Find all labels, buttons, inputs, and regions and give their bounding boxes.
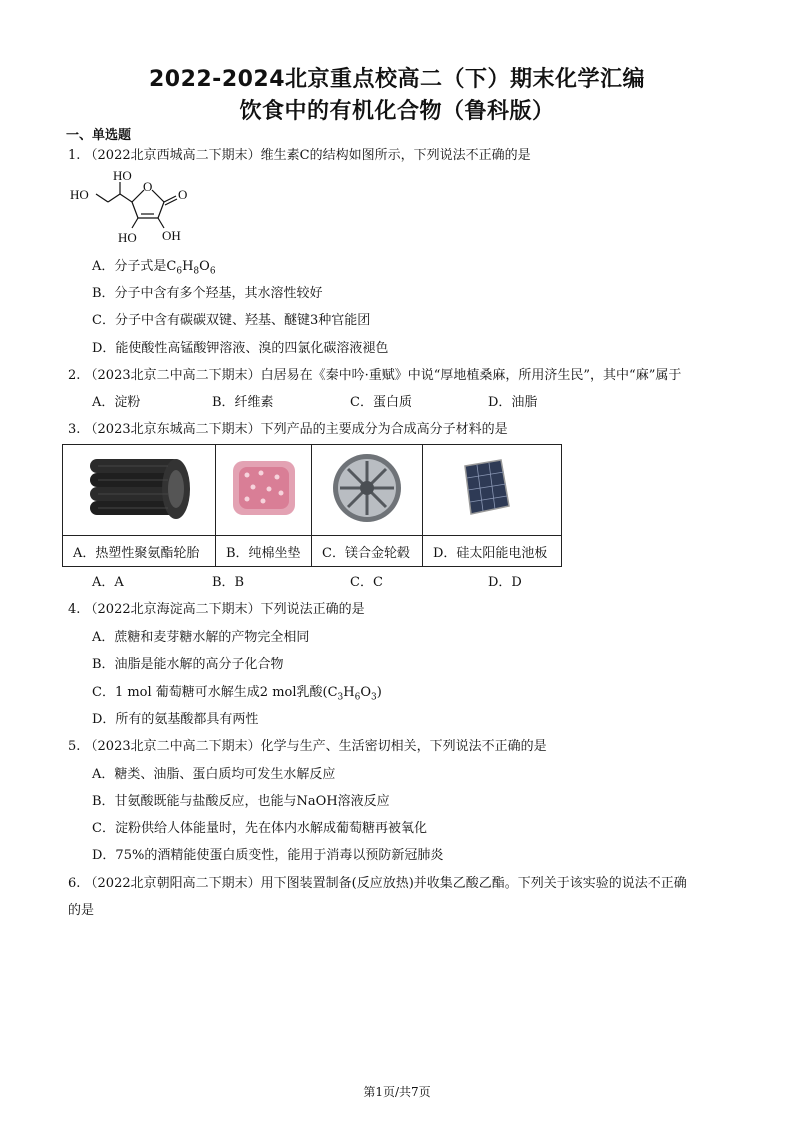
question-5-stem: 5. （2023北京二中高二下期末）化学与生产、生活密切相关，下列说法不正确的是	[68, 739, 547, 754]
section-title: 一、单选题	[66, 128, 132, 143]
struct-label-ho-bottom: HO	[118, 230, 137, 245]
product-caption-b: B．纯棉坐垫	[216, 536, 312, 567]
wheel-rim-icon	[330, 451, 404, 525]
question-1-option-a[interactable]	[92, 255, 216, 277]
question-3-stem: 3. （2023北京东城高二下期末）下列产品的主要成分为合成高分子材料的是	[68, 422, 508, 437]
product-caption-c: C．镁合金轮毂	[312, 536, 423, 567]
formula-sub: 6	[354, 692, 361, 703]
tire-stack-icon	[84, 453, 194, 523]
formula-h: H	[182, 259, 194, 274]
question-3-option-b[interactable]: B．B	[212, 575, 245, 590]
question-5-option-a[interactable]: A．糖类、油脂、蛋白质均可发生水解反应	[92, 767, 336, 782]
question-6-stem-line2: 的是	[68, 903, 95, 918]
product-image-b	[216, 445, 312, 536]
struct-label-carbonyl-o: O	[178, 187, 188, 202]
product-image-c	[312, 445, 423, 536]
question-2-option-d[interactable]: D．油脂	[488, 395, 538, 410]
question-2-options	[92, 391, 652, 409]
formula-h: H	[343, 685, 355, 700]
struct-label-ring-o: O	[143, 179, 153, 194]
cushion-icon	[227, 453, 301, 523]
question-6-stem-line1: 6. （2022北京朝阳高二下期末）用下图装置制备(反应放热)并收集乙酸乙酯。下列关于该实验的说法不正确	[68, 876, 687, 891]
question-4-option-d[interactable]: D．所有的氨基酸都具有两性	[92, 712, 259, 727]
option-label: A．分子式是	[92, 259, 167, 274]
question-2-option-a[interactable]: A．淀粉	[92, 395, 141, 410]
question-5-option-c[interactable]: C．淀粉供给人体能量时，先在体内水解成葡萄糖再被氧化	[92, 821, 427, 836]
product-image-a	[63, 445, 216, 536]
struct-label-ho-left: HO	[70, 187, 89, 202]
formula-sub: 8	[193, 266, 200, 277]
question-4-option-b[interactable]: B．油脂是能水解的高分子化合物	[92, 657, 284, 672]
question-1-stem: 1. （2022北京西城高二下期末）维生素C的结构如图所示，下列说法不正确的是	[68, 148, 531, 163]
product-caption-a: A．热塑性聚氨酯轮胎	[63, 536, 216, 567]
document-title-line1: 2022-2024北京重点校高二（下）期末化学汇编	[148, 67, 646, 92]
solar-panel-icon	[457, 456, 527, 520]
option-text: C．1 mol 葡萄糖可水解生成2 mol乳酸(	[92, 685, 328, 700]
struct-label-ho-top: HO	[113, 168, 132, 183]
product-table	[62, 444, 562, 567]
option-text: )	[376, 685, 382, 700]
question-3-option-c[interactable]: C．C	[350, 575, 383, 590]
question-3-options	[92, 571, 652, 589]
question-1-option-c[interactable]: C．分子中含有碳碳双键、羟基、醚键3种官能团	[92, 313, 371, 328]
question-4-stem: 4. （2022北京海淀高二下期末）下列说法正确的是	[68, 602, 365, 617]
product-caption-d: D．硅太阳能电池板	[423, 536, 562, 567]
question-3-option-a[interactable]: A．A	[92, 575, 124, 590]
question-3-option-d[interactable]: D．D	[488, 575, 522, 590]
page-footer: 第1页/共7页	[363, 1085, 431, 1099]
question-5-option-d[interactable]: D．75%的酒精能使蛋白质变性，能用于消毒以预防新冠肺炎	[92, 848, 444, 863]
question-1-option-d[interactable]: D．能使酸性高锰酸钾溶液、溴的四氯化碳溶液褪色	[92, 341, 389, 356]
question-2-stem: 2. （2023北京二中高二下期末）白居易在《秦中吟·重赋》中说“厚地植桑麻，所用济生民”，其中“麻”属于	[68, 368, 682, 383]
question-2-option-c[interactable]: C．蛋白质	[350, 395, 412, 410]
formula-o: O	[199, 259, 210, 274]
question-5-option-b[interactable]: B．甘氨酸既能与盐酸反应，也能与NaOH溶液反应	[92, 794, 390, 809]
formula-sub: 6	[209, 266, 216, 277]
formula-sub: 6	[176, 266, 183, 277]
formula-o: O	[360, 685, 372, 700]
question-4-option-a[interactable]: A．蔗糖和麦芽糖水解的产物完全相同	[92, 630, 310, 645]
question-2-option-b[interactable]: B．纤维素	[212, 395, 274, 410]
product-image-d	[423, 445, 562, 536]
struct-label-oh-bottom: OH	[162, 228, 181, 243]
formula-c: C	[327, 685, 338, 700]
question-4-option-c[interactable]	[92, 681, 382, 703]
question-1-option-b[interactable]: B．分子中含有多个羟基，其水溶性较好	[92, 286, 323, 301]
formula-sub: 3	[371, 692, 377, 703]
formula-sub: 3	[337, 692, 344, 703]
vitamin-c-structure-diagram	[66, 162, 206, 248]
formula-c: C	[166, 259, 177, 274]
document-title-line2: 饮食中的有机化合物（鲁科版）	[239, 99, 555, 124]
